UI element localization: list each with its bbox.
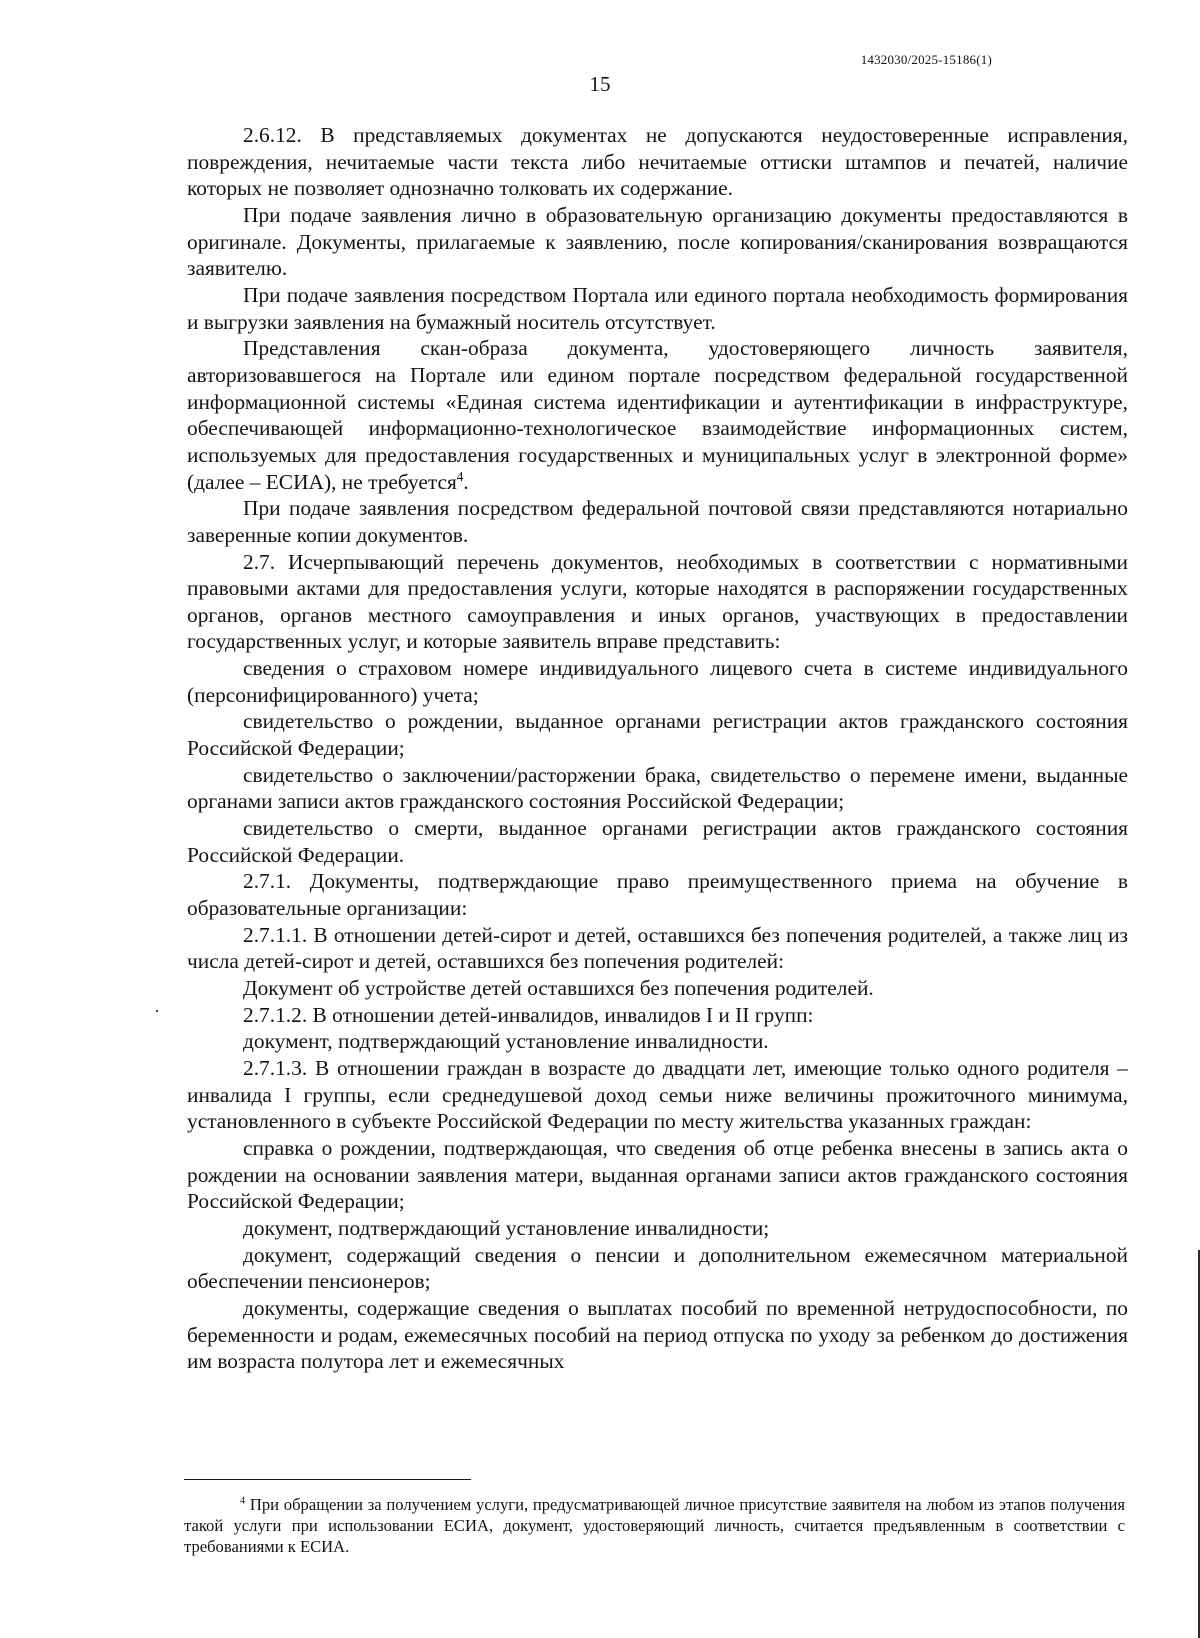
paragraph-text: документы, содержащие сведения о выплатах пособий по временной нетрудоспособности, по беременности и родам, ежемесячных пособий на период отпуска по уходу за ребенком до достижения им возраста полутора лет и ежемесячных bbox=[187, 1295, 1128, 1374]
footnotes bbox=[184, 1494, 1125, 1557]
paragraph-text: 2.7.1.2. В отношении детей-инвалидов, инвалидов I и II групп: bbox=[243, 1002, 814, 1027]
paragraph bbox=[187, 202, 1128, 282]
paragraph-text: При подаче заявления посредством федеральной почтовой связи представляются нотариально заверенные копии документов. bbox=[187, 496, 1128, 547]
scan-speck bbox=[156, 1010, 158, 1012]
paragraph bbox=[187, 495, 1128, 548]
paragraph bbox=[187, 1295, 1128, 1375]
footnote-text: При обращении за получением услуги, предусматривающей личное присутствие заявителя на любом из этапов получения такой услуги при использовании ЕСИА, документ, удостоверяющий личность, считается предъявленным в соответствии с требованиями к ЕСИА. bbox=[184, 1495, 1125, 1556]
paragraph bbox=[187, 282, 1128, 335]
paragraph bbox=[187, 868, 1128, 921]
paragraph-text: свидетельство о заключении/расторжении брака, свидетельство о перемене имени, выданные органами записи актов гражданского состояния Российской Федерации; bbox=[187, 762, 1128, 814]
document-body bbox=[187, 122, 1128, 1375]
paragraph bbox=[187, 122, 1128, 202]
paragraph-text: сведения о страховом номере индивидуального лицевого счета в системе индивидуального (персонифицированного) учета; bbox=[187, 656, 1128, 707]
paragraph-text: 2.7.1.1. В отношении детей-сирот и детей, оставшихся без попечения родителей, а также лиц из числа детей-сирот и детей, оставшихся без попечения родителей: bbox=[187, 922, 1128, 974]
paragraph bbox=[187, 1135, 1128, 1215]
footnote bbox=[184, 1494, 1125, 1557]
document-registration-number: 1432030/2025-15186(1) bbox=[860, 52, 992, 67]
paragraph-text: Документ об устройстве детей оставшихся без попечения родителей. bbox=[243, 976, 874, 1000]
footnote-marker: 4 bbox=[240, 1495, 246, 1507]
paragraph-text: справка о рождении, подтверждающая, что сведения об отце ребенка внесены в запись акта о рождении на основании заявления матери, выданная органами записи актов гражданского состояния Российской Федерации; bbox=[187, 1135, 1128, 1214]
paragraph bbox=[187, 815, 1128, 868]
paragraph bbox=[187, 549, 1128, 656]
paragraph-text: 2.7.1.3. В отношении граждан в возрасте до двадцати лет, имеющие только одного родителя – инвалида I группы, если среднедушевой доход семьи ниже величины прожиточного минимума, установленного в субъекте Российской Федерации по месту жительства указанных граждан: bbox=[187, 1055, 1128, 1134]
footnote-reference: 4 bbox=[456, 468, 464, 484]
paragraph bbox=[187, 922, 1128, 975]
paragraph-text: 2.7. Исчерпывающий перечень документов, необходимых в соответствии с нормативными правовыми актами для предоставления услуги, которые находятся в распоряжении государственных органов, органов местного самоуправления и иных органов, участвующих в предоставлении государственных услуг, и которые заявитель вправе представить: bbox=[187, 549, 1128, 654]
paragraph bbox=[187, 975, 1128, 1002]
paragraph bbox=[187, 335, 1128, 495]
paragraph bbox=[187, 1028, 1128, 1055]
paragraph bbox=[187, 655, 1128, 708]
paragraph-text: 2.6.12. В представляемых документах не допускаются неудостоверенные исправления, повреждения, нечитаемые части текста либо нечитаемые оттиски штампов и печатей, наличие которых не позволяет однозначно толковать их содержание. bbox=[187, 123, 1128, 201]
footnote-separator bbox=[184, 1479, 471, 1480]
paragraph bbox=[187, 1002, 1128, 1029]
paragraph-text: 2.7.1. Документы, подтверждающие право преимущественного приема на обучение в образовательные организации: bbox=[187, 869, 1128, 921]
paragraph-text: документ, содержащий сведения о пенсии и дополнительном ежемесячном материальной обеспечении пенсионеров; bbox=[187, 1242, 1128, 1294]
paragraph-text: свидетельство о смерти, выданное органами регистрации актов гражданского состояния Российской Федерации. bbox=[187, 816, 1128, 867]
paragraph-text: Представления скан-образа документа, удостоверяющего личность заявителя, авторизовавшегося на Портале или едином портале посредством федеральной государственной информационной системы «Единая система идентификации и аутентификации в инфраструктуре, обеспечивающей информационно-технологическое взаимодействие информационных систем, используемых для предоставления государственных и муниципальных услуг в электронной форме» (далее – ЕСИА), не требуется bbox=[187, 336, 1128, 494]
paragraph-text: свидетельство о рождении, выданное органами регистрации актов гражданского состояния Российской Федерации; bbox=[187, 709, 1128, 761]
paragraph bbox=[187, 708, 1128, 761]
paragraph-text: При подаче заявления посредством Портала или единого портала необходимость формирования и выгрузки заявления на бумажный носитель отсутствует. bbox=[187, 282, 1128, 334]
paragraph bbox=[187, 1215, 1128, 1242]
paragraph bbox=[187, 1242, 1128, 1295]
paragraph bbox=[187, 762, 1128, 815]
page-number: 15 bbox=[589, 72, 611, 96]
paragraph-text: документ, подтверждающий установление инвалидности. bbox=[243, 1029, 769, 1054]
paragraph-punctuation: . bbox=[463, 469, 469, 494]
paragraph-text: При подаче заявления лично в образовательную организацию документы предоставляются в оригинале. Документы, прилагаемые к заявлению, после копирования/сканирования возвращаются заявителю. bbox=[187, 202, 1128, 281]
paragraph-text: документ, подтверждающий установление инвалидности; bbox=[243, 1215, 770, 1240]
paragraph bbox=[187, 1055, 1128, 1135]
